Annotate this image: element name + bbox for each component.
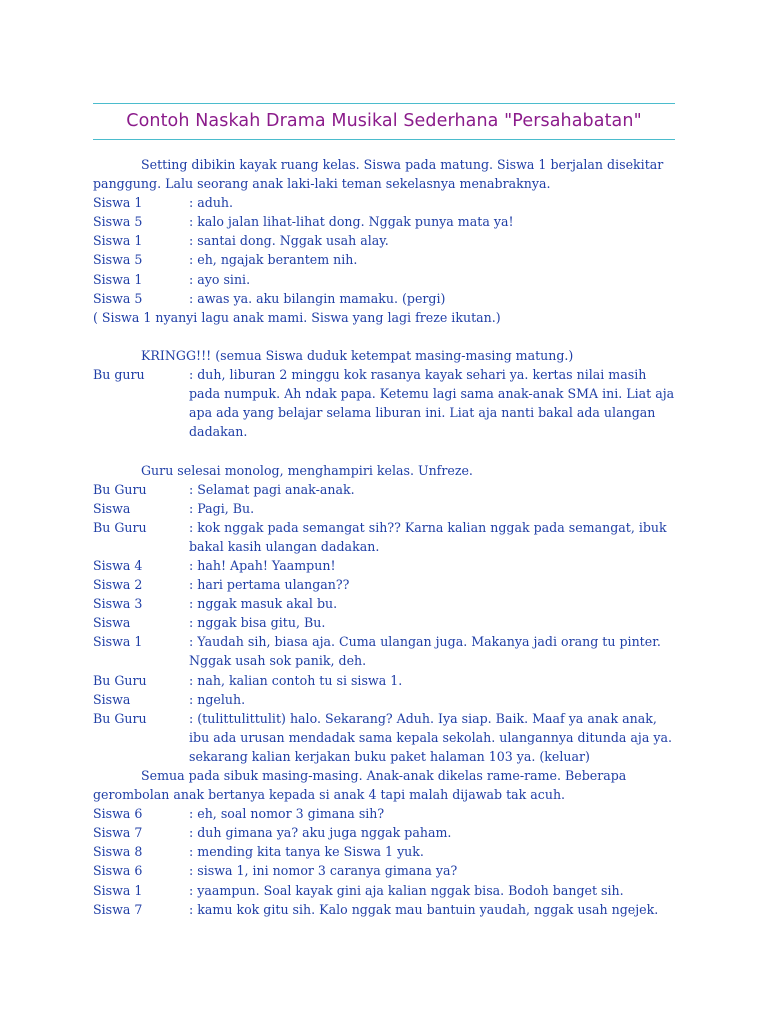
speaker: Siswa 2 <box>93 577 143 593</box>
dialogue-text: : (tulittulittulit) halo. Sekarang? Aduh. Iya siap. Baik. Maaf ya anak anak, ibu ada urusan mendadak sama kepala sekolah. ulangannya ditunda aja ya. sekarang kalian kerjakan buku paket halaman 103 ya. (keluar) <box>189 710 672 764</box>
stage-direction: Semua pada sibuk masing-masing. Anak-anak dikelas rame-rame. Beberapa gerombolan anak bertanya kepada si anak 4 tapi malah dijawab tak acuh. <box>93 768 627 803</box>
dialogue-text: : mending kita tanya ke Siswa 1 yuk. <box>189 844 424 860</box>
dialogue-text: : eh, soal nomor 3 gimana sih? <box>189 806 385 822</box>
dialogue-text: : hah! Apah! Yaampun! <box>189 557 336 573</box>
dialogue-line <box>93 861 675 880</box>
speaker: Siswa 5 <box>93 214 143 230</box>
dialogue-line <box>93 671 675 690</box>
dialogue-text: : duh, liburan 2 minggu kok rasanya kayak sehari ya. kertas nilai masih pada numpuk. Ah ndak papa. Ketemu lagi sama anak-anak SMA ini. Liat aja apa ada yang belajar selama liburan ini. Liat aja nanti bakal ada ulangan dadakan. <box>189 367 675 440</box>
title-box <box>93 103 675 140</box>
dialogue-text: : eh, ngajak berantem nih. <box>189 252 358 268</box>
dialogue-line <box>93 193 675 212</box>
dialogue-line <box>93 842 675 861</box>
dialogue-text: : aduh. <box>189 195 234 211</box>
dialogue-text: : nah, kalian contoh tu si siswa 1. <box>189 672 403 688</box>
speaker: Bu Guru <box>93 672 147 688</box>
speaker: Bu Guru <box>93 481 147 497</box>
dialogue-line <box>93 231 675 250</box>
dialogue-line <box>93 881 675 900</box>
dialogue-text: : nggak masuk akal bu. <box>189 596 338 612</box>
dialogue-text: : siswa 1, ini nomor 3 caranya gimana ya? <box>189 863 458 879</box>
dialogue-line <box>93 690 675 709</box>
dialogue-line <box>93 289 675 308</box>
dialogue-line <box>93 613 675 632</box>
stage-direction: Guru selesai monolog, menghampiri kelas. Unfreze. <box>141 462 473 478</box>
speaker: Siswa <box>93 615 131 631</box>
dialogue-text: : santai dong. Nggak usah alay. <box>189 233 389 249</box>
speaker: Bu guru <box>93 367 145 383</box>
dialogue-text: : kalo jalan lihat-lihat dong. Nggak punya mata ya! <box>189 214 514 230</box>
stage-direction: Setting dibikin kayak ruang kelas. Siswa pada matung. Siswa 1 berjalan disekitar panggung. Lalu seorang anak laki-laki teman sekelasnya menabraknya. <box>93 157 664 192</box>
speaker: Siswa 1 <box>93 233 143 249</box>
paragraph-gap <box>93 327 675 346</box>
dialogue-line <box>93 499 675 518</box>
speaker: Siswa 8 <box>93 844 143 860</box>
speaker: Siswa 4 <box>93 557 143 573</box>
speaker: Siswa <box>93 691 131 707</box>
dialogue-line <box>93 823 675 842</box>
dialogue-line <box>93 518 675 556</box>
dialogue-line <box>93 212 675 231</box>
speaker: Siswa 1 <box>93 882 143 898</box>
dialogue-line <box>93 804 675 823</box>
speaker: Siswa 5 <box>93 252 143 268</box>
speaker: Siswa 1 <box>93 195 143 211</box>
dialogue-line <box>93 575 675 594</box>
dialogue-text: : nggak bisa gitu, Bu. <box>189 615 326 631</box>
dialogue-text: : kok nggak pada semangat sih?? Karna kalian nggak pada semangat, ibuk bakal kasih ulangan dadakan. <box>189 519 667 554</box>
script-text <box>93 155 675 919</box>
dialogue-text: : kamu kok gitu sih. Kalo nggak mau bantuin yaudah, nggak usah ngejek. <box>189 901 659 917</box>
dialogue-line <box>93 480 675 499</box>
dialogue-text: : awas ya. aku bilangin mamaku. (pergi) <box>189 290 446 306</box>
dialogue-line <box>93 594 675 613</box>
paragraph-gap <box>93 441 675 460</box>
speaker: Siswa <box>93 500 131 516</box>
dialogue-line <box>93 632 675 670</box>
document-title: Contoh Naskah Drama Musikal Sederhana "Persahabatan" <box>126 111 642 131</box>
stage-direction: ( Siswa 1 nyanyi lagu anak mami. Siswa yang lagi freze ikutan.) <box>93 309 501 325</box>
dialogue-line <box>93 900 675 919</box>
dialogue-line <box>93 250 675 269</box>
speaker: Siswa 7 <box>93 901 143 917</box>
speaker: Siswa 3 <box>93 596 143 612</box>
dialogue-text: : Yaudah sih, biasa aja. Cuma ulangan juga. Makanya jadi orang tu pinter. Nggak usah sok panik, deh. <box>189 634 661 669</box>
dialogue-text: : ngeluh. <box>189 691 246 707</box>
dialogue-line <box>93 556 675 575</box>
dialogue-line <box>93 270 675 289</box>
stage-direction: KRINGG!!! (semua Siswa duduk ketempat masing-masing matung.) <box>141 347 574 363</box>
speaker: Siswa 7 <box>93 825 143 841</box>
dialogue-text: : duh gimana ya? aku juga nggak paham. <box>189 825 452 841</box>
speaker: Siswa 6 <box>93 806 143 822</box>
speaker: Bu Guru <box>93 710 147 726</box>
dialogue-line <box>93 709 675 766</box>
dialogue-line <box>93 365 675 441</box>
dialogue-text: : yaampun. Soal kayak gini aja kalian nggak bisa. Bodoh banget sih. <box>189 882 624 898</box>
speaker: Bu Guru <box>93 519 147 535</box>
dialogue-text: : Selamat pagi anak-anak. <box>189 481 355 497</box>
speaker: Siswa 6 <box>93 863 143 879</box>
speaker: Siswa 5 <box>93 290 143 306</box>
dialogue-text: : Pagi, Bu. <box>189 500 255 516</box>
dialogue-text: : hari pertama ulangan?? <box>189 577 350 593</box>
dialogue-text: : ayo sini. <box>189 271 251 287</box>
speaker: Siswa 1 <box>93 634 143 650</box>
speaker: Siswa 1 <box>93 271 143 287</box>
